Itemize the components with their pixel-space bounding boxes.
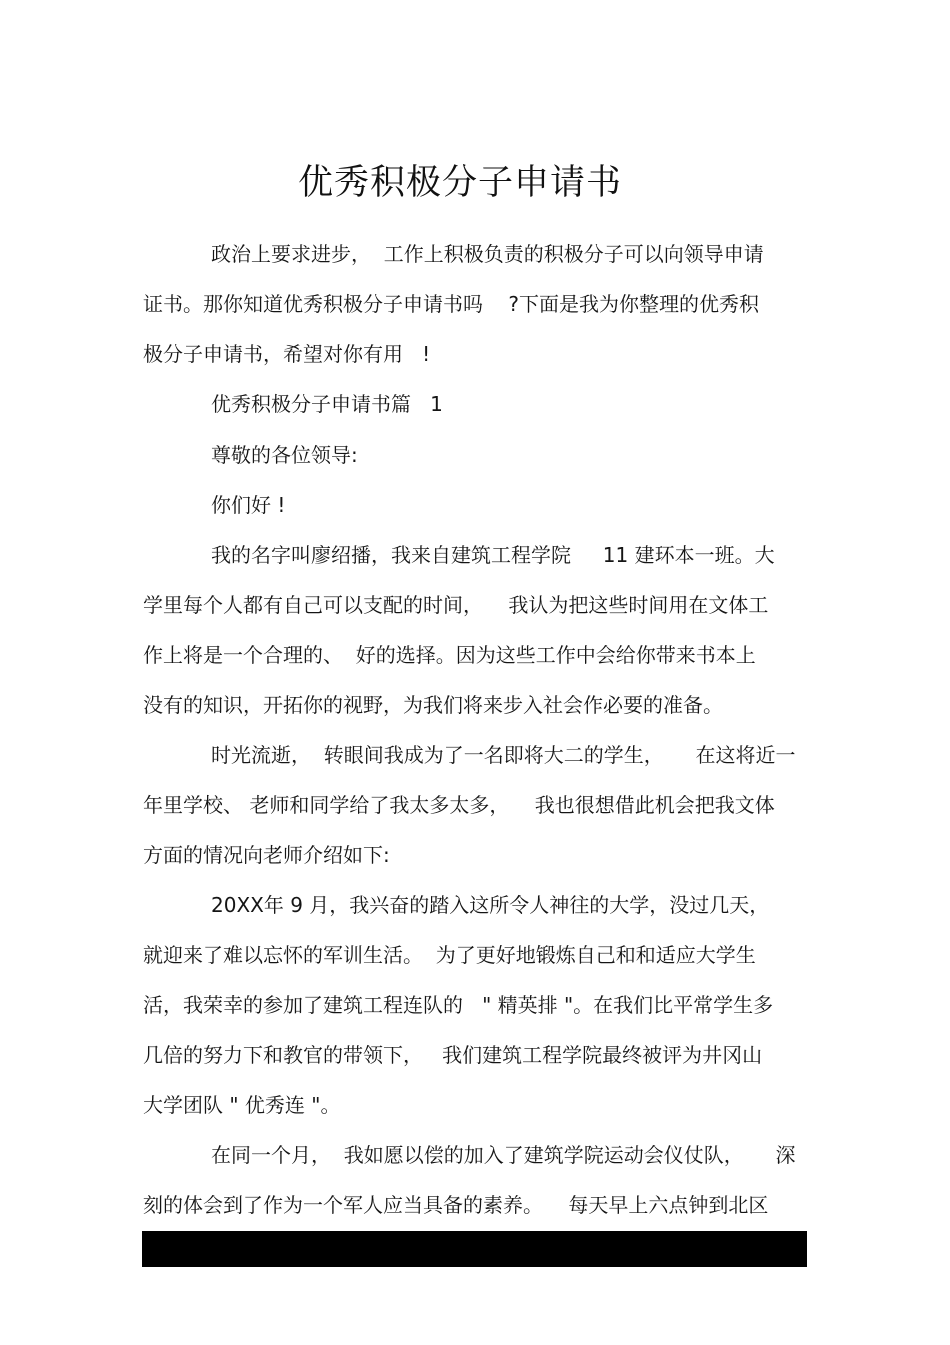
paragraph-line: 刻的体会到了作为一个军人应当具备的素养。 每天早上六点钟到北区 <box>143 1193 769 1217</box>
paragraph-line: 几倍的努力下和教官的带领下， 我们建筑工程学院最终被评为井冈山 <box>143 1043 763 1067</box>
paragraph-line: 极分子申请书，希望对你有用 ! <box>143 342 431 366</box>
paragraph-line: 时光流逝， 转眼间我成为了一名即将大二的学生， 在这将近一 <box>211 743 796 767</box>
greeting: 你们好 ! <box>211 493 286 517</box>
redaction-bar <box>142 1231 807 1267</box>
paragraph-line: 方面的情况向老师介绍如下: <box>143 843 390 867</box>
paragraph-line: 没有的知识，开拓你的视野，为我们将来步入社会作必要的准备。 <box>143 693 723 717</box>
paragraph-line: 政治上要求进步， 工作上积极负责的积极分子可以向领导申请 <box>211 242 764 266</box>
paragraph-line: 20XX年 9 月，我兴奋的踏入这所令人神往的大学，没过几天， <box>211 893 770 917</box>
paragraph-line: 年里学校、 老师和同学给了我太多太多， 我也很想借此机会把我文体 <box>143 793 775 817</box>
section-heading: 优秀积极分子申请书篇 1 <box>211 392 443 416</box>
paragraph-line: 在同一个月， 我如愿以偿的加入了建筑学院运动会仪仗队， 深 <box>211 1143 796 1167</box>
paragraph-line: 作上将是一个合理的、 好的选择。因为这些工作中会给你带来书本上 <box>143 643 756 667</box>
paragraph-line: 我的名字叫廖绍播，我来自建筑工程学院 11 建环本一班。大 <box>211 543 775 567</box>
document-title: 优秀积极分子申请书 <box>297 163 622 204</box>
paragraph-line: 活，我荣幸的参加了建筑工程连队的 " 精英排 "。在我们比平常学生多 <box>143 993 774 1017</box>
paragraph-line: 就迎来了难以忘怀的军训生活。 为了更好地锻炼自己和和适应大学生 <box>143 943 756 967</box>
paragraph-line: 学里每个人都有自己可以支配的时间， 我认为把这些时间用在文体工 <box>143 593 769 617</box>
salutation: 尊敬的各位领导: <box>211 443 358 467</box>
paragraph-line: 大学团队 " 优秀连 "。 <box>143 1093 341 1117</box>
paragraph-line: 证书。那你知道优秀积极分子申请书吗 ?下面是我为你整理的优秀积 <box>143 292 760 316</box>
